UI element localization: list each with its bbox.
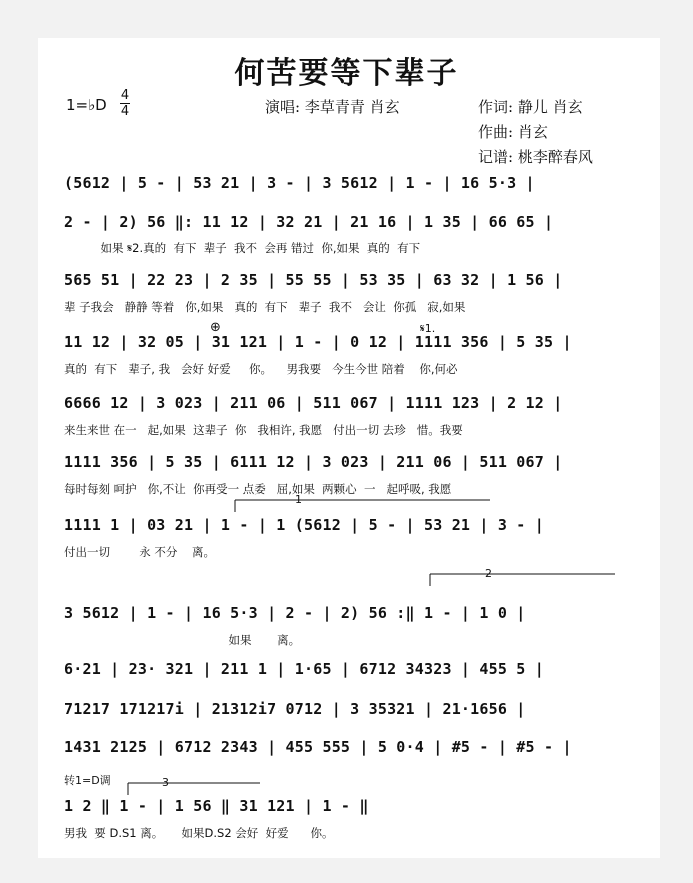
score-line-1: (5612 | 5 - | 53 21 | 3 - | 3 5612 | 1 - | 16 5·3 | [64, 174, 535, 192]
score-line-9: 6·21 | 23· 321 | 211 1 | 1·65 | 6712 34323 | 455 5 | [64, 660, 544, 678]
modulation-mark: 转1=D调 [64, 774, 111, 787]
score-line-12: 1 2 ‖ 1 - | 1 56 ‖ 31 121 | 1 - ‖ [64, 797, 369, 815]
singer-credit: 演唱: 李草青青 肖玄 [265, 98, 400, 116]
lyrics-line-5: 来生来世 在一 起,如果 这辈子 你 我相许, 我愿 付出一切 去珍 惜。我要 [64, 423, 463, 437]
score-line-2: 2 - | 2) 56 ‖: 11 12 | 32 21 | 21 16 | 1 35 | 66 65 | [64, 213, 554, 231]
score-line-3: 565 51 | 22 23 | 2 35 | 55 55 | 53 35 | 63 32 | 1 56 | [64, 271, 563, 289]
time-top: 4 [120, 88, 130, 103]
song-title: 何苦要等下辈子 [234, 56, 459, 91]
lyricist-credit: 作词: 静儿 肖玄 [478, 98, 583, 116]
volta-1-number: 1 [295, 493, 302, 506]
lyrics-line-12: 男我 要 D.S1 离。 如果D.S2 会好 好爱 你。 [64, 826, 334, 840]
lyrics-line-3: 辈 子我会 静静 等着 你,如果 真的 有下 辈子 我不 会让 你孤 寂,如果 [64, 300, 466, 314]
key-signature: 1=♭D [66, 96, 107, 114]
volta-3-number: 3 [162, 776, 169, 789]
lyrics-line-8: 如果 离。 [64, 633, 301, 647]
lyrics-line-7: 付出一切 永 不分 离。 [64, 545, 216, 559]
coda-icon: ⊕ [210, 320, 221, 335]
lyrics-line-6: 每时每刻 呵护 你,不让 你再受一 点委 屈,如果 两颗心 一 起呼吸, 我愿 [64, 482, 452, 496]
score-line-10: 71217 171217i | 21312i7 0712 | 3 35321 | 21·1656 | [64, 700, 526, 718]
lyrics-line-4: 真的 有下 辈子, 我 会好 好爱 你。 男我要 今生今世 陪着 你,何必 [64, 362, 458, 376]
score-line-4: 11 12 | 32 05 | 31 121 | 1 - | 0 12 | 1111 356 | 5 35 | [64, 333, 572, 351]
score-line-7: 1111 1 | 03 21 | 1 - | 1 (5612 | 5 - | 53 21 | 3 - | [64, 516, 544, 534]
score-line-8: 3 5612 | 1 - | 16 5·3 | 2 - | 2) 56 :‖ 1 - | 1 0 | [64, 604, 526, 622]
volta-2-number: 2 [485, 567, 492, 580]
composer-credit: 作曲: 肖玄 [478, 123, 548, 141]
lyrics-line-2: 如果 𝄋2.真的 有下 辈子 我不 会再 错过 你,如果 真的 有下 [64, 241, 421, 255]
segno-1-mark: 𝄋1. [420, 322, 436, 335]
time-bottom: 4 [120, 104, 130, 119]
score-line-11: 1431 2125 | 6712 2343 | 455 555 | 5 0·4 | #5 - | #5 - | [64, 738, 572, 756]
transcriber-credit: 记谱: 桃李醉春风 [478, 148, 593, 166]
score-line-6: 1111 356 | 5 35 | 6111 12 | 3 023 | 211 06 | 511 067 | [64, 453, 563, 471]
score-line-5: 6666 12 | 3 023 | 211 06 | 511 067 | 1111 123 | 2 12 | [64, 394, 563, 412]
